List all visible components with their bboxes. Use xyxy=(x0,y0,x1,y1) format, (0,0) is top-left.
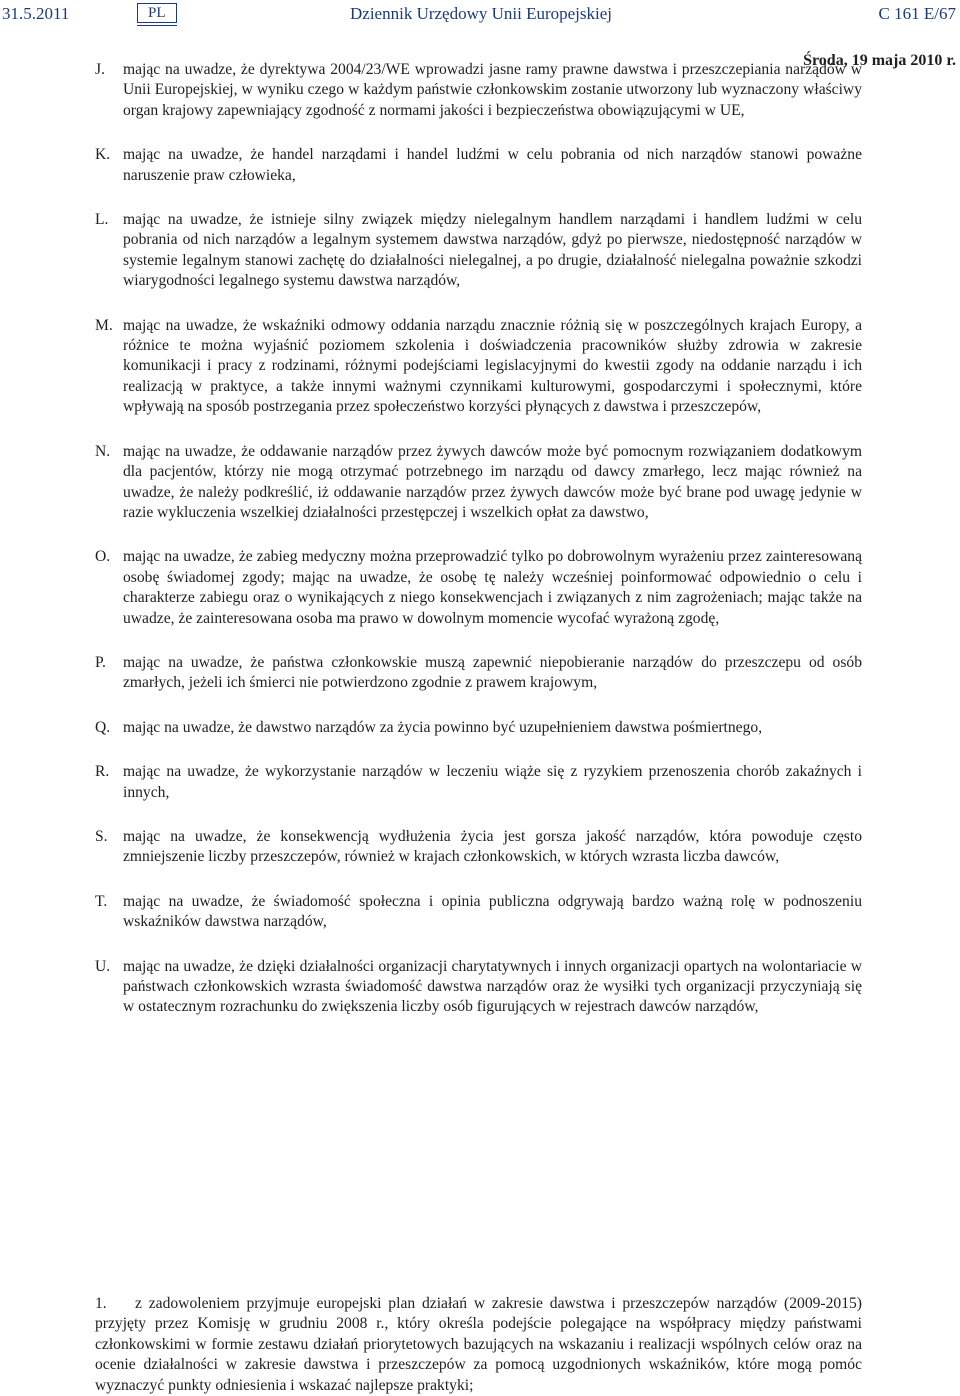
recital-text: mając na uwadze, że dyrektywa 2004/23/WE wprowadzi jasne ramy prawne dawstwa i przeszczepiania narządów w Unii Europejskiej, w wyniku czego w każdym państwie członkowskim zostanie utworzony lub wyznaczony właściwy organ krajowy zapewniający zgodność z normami jakości i bezpieczeństwa obowiązującymi w UE, xyxy=(123,61,862,119)
recital-text: mając na uwadze, że oddawanie narządów przez żywych dawców może być pomocnym rozwiązaniem dodatkowym dla pacjentów, którzy nie mogą otrzymać potrzebnego im narządu od dawcy zmarłego, lecz mając również na uwadze, że należy podkreślić, iż oddawanie narządów przez żywych dawców może być brane pod uwagę jedynie w razie wykluczenia wszelkiej działalności przestępczej i wszelkich opłat za dawstwo, xyxy=(123,442,862,521)
recital-clause xyxy=(95,957,862,1018)
recital-text: mając na uwadze, że zabieg medyczny można przeprowadzić tylko po dobrowolnym wyrażeniu przez zainteresowaną osobę świadomej zgody; mając na uwadze, że osobę tę należy wcześniej poinformować odpowiednio o celu i charakterze zabiegu oraz o wynikających z niego konsekwencjach i związanych z nim zagrożeniach; mając także na uwadze, że zainteresowana osoba ma prawo w dowolnym momencie wycofać wyrażoną zgodę, xyxy=(123,548,862,627)
recital-text: mając na uwadze, że dzięki działalności organizacji charytatywnych i innych organizacji opartych na wolontariacie w państwach członkowskich wzrasta świadomość dawstwa narządów oraz że wysiłki tych organizacji przyczyniają się w ostatecznym rozrachunku do zwiększenia liczby osób figurujących w rejestrach dawców narządów, xyxy=(123,957,862,1016)
recital-clause xyxy=(95,653,862,694)
recital-text: mając na uwadze, że dawstwo narządów za życia powinno być uzupełnieniem dawstwa pośmiertnego, xyxy=(123,718,763,736)
recital-text: mając na uwadze, że państwa członkowskie muszą zapewnić niepobieranie narządów do przeszczepu od osób zmarłych, jeżeli ich śmierci nie potwierdzono zgodnie z prawem krajowym, xyxy=(123,653,862,692)
recital-letter: Q. xyxy=(95,718,111,736)
recital-letter: T. xyxy=(95,892,108,910)
recital-text: mając na uwadze, że wskaźniki odmowy oddania narządu znacznie różnią się w poszczególnych krajach Europy, a różnice te można wyjaśnić poziomem szkolenia i doświadczenia pracowników służby zdrowia w zakresie komunikacji i pracy z rodzinami, różnymi podejściami legislacyjnymi do kwestii zgody na oddanie narządu i ich realizacją w praktyce, a także innymi ważnymi czynnikami kulturowymi, gospodarczymi i społecznymi, które wpływają na sposób postrzegania przez społeczeństwo korzyści płynących z dawstwa i przeszczepów, xyxy=(123,316,862,416)
recital-letter: N. xyxy=(95,442,111,460)
recital-text: mając na uwadze, że konsekwencją wydłużenia życia jest gorsza jakość narządów, która powoduje często zmniejszenie liczby przeszczepów, również w krajach członkowskich, w których wzrasta liczba dawców, xyxy=(123,827,862,866)
recital-letter: J. xyxy=(95,61,105,78)
recital-clause xyxy=(95,210,862,292)
recital-letter: R. xyxy=(95,763,110,781)
recital-text: mając na uwadze, że handel narządami i handel ludźmi w celu pobrania od nich narządów stanowi poważne naruszenie praw człowieka, xyxy=(123,146,862,184)
recital-clause xyxy=(95,145,862,186)
recital-clause xyxy=(95,316,862,418)
recital-clause xyxy=(95,442,862,524)
recital-text: mając na uwadze, że istnieje silny związek między nielegalnym handlem narządami i handlem ludźmi w celu pobrania od nich narządów a legalnym systemem dawstwa narządów, gdyż po pierwsze, niedostępność narządów w systemie legalnym stanowi zachętę do działalności nielegalnej, a po drugie, działalność nielegalna poważnie szkodzi wiarygodności legalnego systemu dawstwa narządów, xyxy=(123,211,862,290)
recital-text: mając na uwadze, że wykorzystanie narządów w leczeniu wiąże się z ryzykiem przenoszenia chorób zakaźnych i innych, xyxy=(123,763,862,801)
recital-text: mając na uwadze, że świadomość społeczna i opinia publiczna odgrywają bardzo ważną rolę w podnoszeniu wskaźników dawstwa narządów, xyxy=(123,892,862,931)
recital-letter: L. xyxy=(95,211,109,229)
language-label: PL xyxy=(137,3,177,23)
point-number: 1. xyxy=(95,1295,107,1312)
recital-clause xyxy=(95,718,862,738)
journal-title: Dziennik Urzędowy Unii Europejskiej xyxy=(350,4,613,23)
recital-clause xyxy=(95,762,862,803)
recital-clause xyxy=(95,827,862,868)
recital-clause xyxy=(95,547,862,629)
recital-letter: P. xyxy=(95,653,106,671)
journal-reference: C 161 E/67 xyxy=(878,4,956,23)
recital-letter: M. xyxy=(95,316,113,334)
publication-date: 31.5.2011 xyxy=(2,4,70,23)
recitals-list xyxy=(95,60,862,1018)
recital-letter: O. xyxy=(95,548,111,566)
resolution-point-1 xyxy=(95,1294,862,1396)
recital-clause xyxy=(95,892,862,933)
point-text: z zadowoleniem przyjmuje europejski plan działań w zakresie dawstwa i przeszczepów narządów (2009-2015) przyjęty przez Komisję w grudniu 2008 r., który określa podejście polegające na współpracy między państwami członkowskimi w formie zestawu działań priorytetowych bazujących na wskazaniu i realizacji wspólnych celów oraz na ocenie działalności w zakresie dawstwa i przeszczepów za pomocą uzgodnionych wskaźników, które mogą pomóc wyznaczyć punkty odniesienia i wskazać najlepsze praktyki; xyxy=(95,1295,862,1394)
recital-clause xyxy=(95,60,862,121)
recital-letter: U. xyxy=(95,957,111,975)
recital-letter: K. xyxy=(95,146,111,164)
page-header xyxy=(0,4,960,28)
recital-letter: S. xyxy=(95,827,108,845)
session-date: Środa, 19 maja 2010 r. xyxy=(803,52,956,69)
